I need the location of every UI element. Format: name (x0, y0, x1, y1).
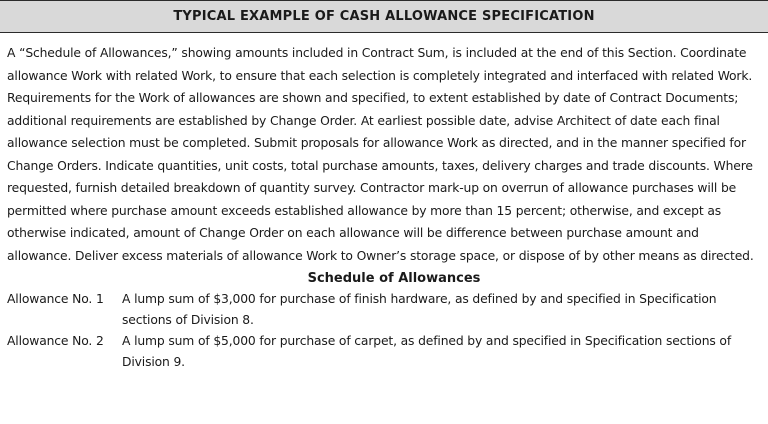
schedule-heading: Schedule of Allowances (307, 271, 481, 286)
allowance-description: A lump sum of $3,000 for purchase of finish hardware, as defined by and specified in Specification sections of Division 8. (122, 292, 717, 327)
body-paragraph: A “Schedule of Allowances,” showing amounts included in Contract Sum, is included at the end of this Section. Coordinate allowance Work with related Work, to ensure that each selection is completely integrated and interfaced with related Work. Requirements for the Work of allowances are shown and specified, to extent established by date of Contract Documents; additional requirements are established by Change Order. At earliest possible date, advise Architect of date each final allowance selection must be completed. Submit proposals for allowance Work as directed, and in the manner specified for Change Orders. Indicate quantities, unit costs, total purchase amounts, taxes, delivery charges and trade discounts. Where requested, furnish detailed breakdown of quantity survey. Contractor mark-up on overrun of allowance purchases will be permitted where purchase amount exceeds established allowance by more than 15 percent; otherwise, and except as otherwise indicated, amount of Change Order on each allowance will be difference between purchase amount and allowance. Deliver excess materials of allowance Work to Owner’s storage space, or dispose of by other means as directed. (7, 46, 754, 263)
document-title: TYPICAL EXAMPLE OF CASH ALLOWANCE SPECIFICATION (173, 9, 595, 24)
allowance-item-2 (0, 331, 768, 373)
allowance-description: A lump sum of $5,000 for purchase of carpet, as defined by and specified in Specification sections of Division 9. (122, 334, 732, 369)
title-bar (0, 0, 768, 33)
allowance-label: Allowance No. 1 (7, 292, 104, 306)
allowance-item-1 (0, 289, 768, 331)
allowance-label: Allowance No. 2 (7, 334, 104, 348)
